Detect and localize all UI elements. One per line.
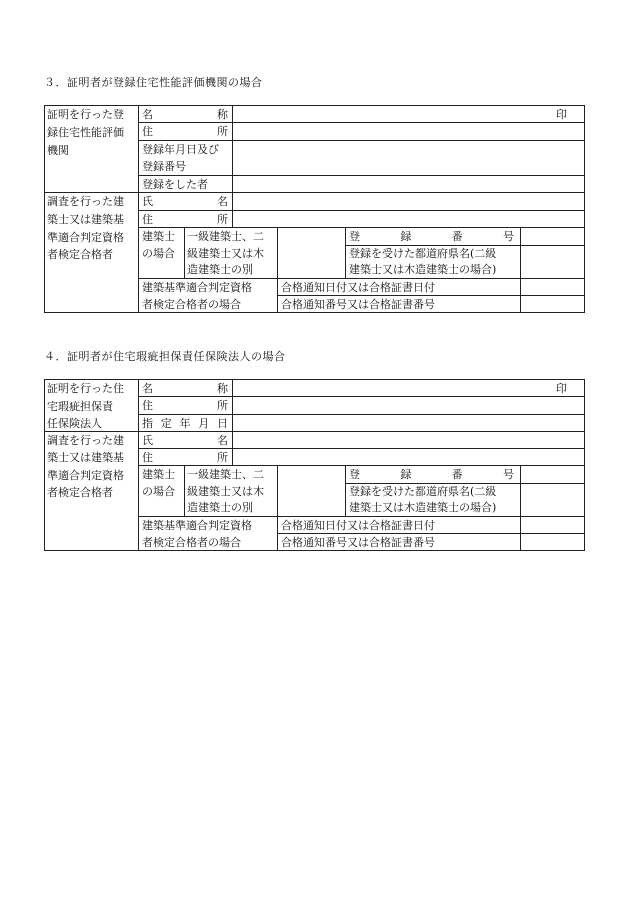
surveyor-label-line4: 者検定合格者 [47,248,113,261]
architect-case-line1: 建築士 [142,468,175,481]
prefecture-label-line2: 建築士又は木造建築士の場合) [349,501,497,514]
surveyor-name-label: 氏 名 [142,434,228,447]
insurer-label-line3: 任保険法人 [47,417,102,430]
architect-class-line3: 造建築士の別 [187,501,253,514]
surveyor-address-label: 住 所 [142,213,228,226]
designation-date-label: 指 定 年 月 日 [142,417,228,430]
notice-date-label: 合格通知日付又は合格証書日付 [281,519,435,532]
notice-number-label: 合格通知番号又は合格証書番号 [281,298,435,311]
surveyor-label-line4: 者検定合格者 [47,486,113,499]
section3-heading: ３．証明者が登録住宅性能評価機関の場合 [44,76,263,89]
surveyor-name-label: 氏 名 [142,195,228,208]
insurer-label-line1: 証明を行った住 [47,382,124,395]
entity-label-line3: 機関 [47,144,69,157]
seal-mark: 印 [556,108,567,121]
architect-case-line1: 建築士 [142,230,175,243]
qualifier-case-line1: 建築基準適合判定資格 [142,281,252,294]
surveyor-address-label: 住 所 [142,451,228,464]
entity-label-line2: 録住宅性能評価 [47,126,124,139]
seal-mark: 印 [556,382,567,395]
address-label: 住 所 [142,399,228,412]
surveyor-label-line3: 準適合判定資格 [47,469,124,482]
registration-number-label: 登 録 番 号 [349,468,514,481]
notice-date-label: 合格通知日付又は合格証書日付 [281,281,435,294]
surveyor-label-line3: 準適合判定資格 [47,231,124,244]
name-label: 名 称 [142,382,228,395]
surveyor-label-line2: 築士又は建築基 [47,213,124,226]
qualifier-case-line2: 者検定合格者の場合 [142,536,241,549]
entity-label-line1: 証明を行った登 [47,108,124,121]
insurer-label-line2: 宅瑕疵担保責 [47,400,113,413]
section4-table [44,379,585,551]
architect-class-line1: 一級建築士、二 [187,468,264,481]
registration-number-label: 登 録 番 号 [349,230,514,243]
prefecture-label-line2: 建築士又は木造建築士の場合) [349,263,497,276]
architect-class-line1: 一級建築士、二 [187,230,264,243]
surveyor-label-line1: 調査を行った建 [47,195,124,208]
registration-date-label-line1: 登録年月日及び [142,143,219,156]
prefecture-label-line1: 登録を受けた都道府県名(二級 [349,485,497,498]
registrar-label: 登録をした者 [142,178,208,191]
architect-class-line2: 級建築士又は木 [187,247,264,260]
surveyor-label-line1: 調査を行った建 [47,434,124,447]
architect-case-line2: の場合 [142,485,175,498]
architect-class-line2: 級建築士又は木 [187,485,264,498]
qualifier-case-line1: 建築基準適合判定資格 [142,519,252,532]
section3-table [44,105,585,313]
architect-class-line3: 造建築士の別 [187,263,253,276]
address-label: 住 所 [142,125,228,138]
prefecture-label-line1: 登録を受けた都道府県名(二級 [349,247,497,260]
section4-heading: ４．証明者が住宅瑕疵担保責任保険法人の場合 [44,350,286,363]
notice-number-label: 合格通知番号又は合格証書番号 [281,536,435,549]
qualifier-case-line2: 者検定合格者の場合 [142,298,241,311]
registration-date-label-line2: 登録番号 [142,160,186,173]
architect-case-line2: の場合 [142,247,175,260]
surveyor-label-line2: 築士又は建築基 [47,451,124,464]
name-label: 名 称 [142,108,228,121]
